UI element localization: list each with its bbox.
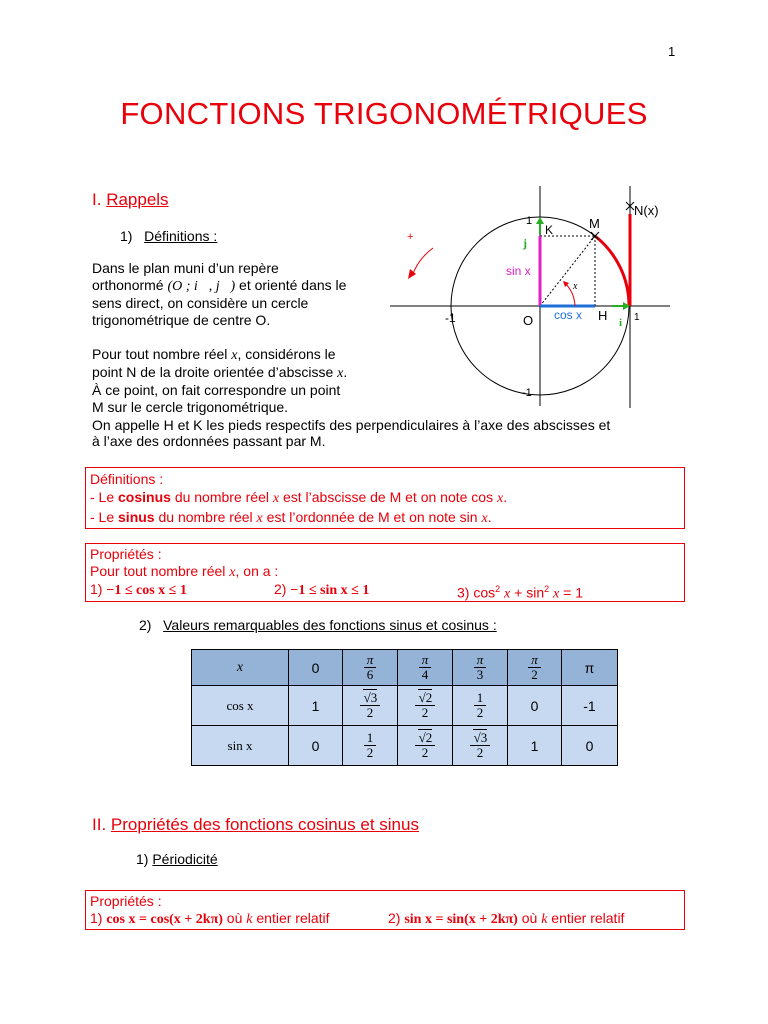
math-sin-bounds: −1 ≤ sin x ≤ 1 xyxy=(290,583,370,598)
math-x: x xyxy=(496,491,504,506)
fraction-denominator: 6 xyxy=(366,667,374,682)
math-x: x xyxy=(231,348,238,363)
table-cell: 0 xyxy=(289,726,343,766)
fraction-denominator: 2 xyxy=(476,745,484,760)
label-o: O xyxy=(523,313,534,328)
label-sin: sin x xyxy=(506,264,531,278)
properties-box-periodicity xyxy=(85,890,685,930)
math-x: x xyxy=(481,511,488,526)
text-fragment: . xyxy=(487,509,492,525)
subsection-periodicity-heading xyxy=(136,851,218,867)
subsection-title: Valeurs remarquables des fonctions sinus et cosinus : xyxy=(163,617,497,633)
text-fragment: du nombre réel xyxy=(158,509,253,525)
subsection-title: Périodicité xyxy=(152,851,218,867)
subsection-number: 1) xyxy=(120,228,133,244)
math-repere: (O ; i⃗, j⃗) xyxy=(167,279,236,294)
section-1-number: I. xyxy=(92,190,102,209)
text-fragment: . xyxy=(343,364,348,380)
fraction-numerator: √3 xyxy=(363,690,378,705)
text-fragment: est l’abscisse de M et on note cos xyxy=(282,489,494,505)
table-cell: 1 xyxy=(508,726,562,766)
paragraph-point-n xyxy=(92,346,392,416)
fraction-denominator: 2 xyxy=(531,667,538,682)
arc-x xyxy=(595,236,629,306)
definition-sinus xyxy=(90,508,680,528)
term-sinus: sinus xyxy=(118,509,155,525)
fraction-denominator: 2 xyxy=(366,745,374,760)
table-header-row xyxy=(192,650,618,686)
table-header-cell xyxy=(398,650,453,686)
label-cos: cos x xyxy=(554,308,583,322)
text-fragment: M sur le cercle trigonométrique. xyxy=(92,399,289,415)
section-2-number: II. xyxy=(92,815,107,834)
definitions-box-heading: Définitions : xyxy=(90,471,164,487)
text-fragment: , on a : xyxy=(235,563,279,579)
text-fragment: 3) cos xyxy=(457,584,496,601)
table-cell xyxy=(453,686,508,726)
label-m: M xyxy=(589,216,600,231)
math-x: x xyxy=(553,586,560,602)
text-fragment: où xyxy=(521,910,538,926)
subsection-title: Définitions : xyxy=(144,228,218,244)
math-sin-period: sin x = sin(x + 2kπ) xyxy=(404,912,518,927)
page-number: 1 xyxy=(668,44,676,59)
text-fragment: sens direct, on considère un cercle xyxy=(92,295,309,311)
label-j: j xyxy=(523,236,527,250)
fraction-denominator: 2 xyxy=(421,745,429,760)
text-fragment: , considérons le xyxy=(237,346,336,362)
property-1 xyxy=(90,581,187,599)
superscript: 2 xyxy=(495,584,501,594)
table-cell xyxy=(343,686,398,726)
math-x: x xyxy=(337,366,344,381)
fraction-denominator: 2 xyxy=(366,705,374,720)
section-2-heading xyxy=(92,815,419,835)
table-cell xyxy=(398,686,453,726)
table-row-sin xyxy=(192,726,618,766)
table-cell xyxy=(453,726,508,766)
text-fragment: Pour tout nombre réel xyxy=(92,346,228,362)
term-cosinus: cosinus xyxy=(118,489,171,505)
section-1-heading xyxy=(92,190,169,210)
definitions-box xyxy=(85,467,685,529)
fraction-denominator: 3 xyxy=(476,667,484,682)
rotation-arrow xyxy=(412,248,433,276)
section-1-title: Rappels xyxy=(106,190,169,209)
property-3 xyxy=(457,581,583,603)
table-cell: 1 xyxy=(289,686,343,726)
label-n: N(x) xyxy=(634,203,659,218)
text-fragment: - Le xyxy=(90,489,115,505)
math-cos-bounds: −1 ≤ cos x ≤ 1 xyxy=(106,583,187,598)
table-cell: 0 xyxy=(508,686,562,726)
periodicity-list xyxy=(90,910,680,928)
properties-intro xyxy=(90,563,680,581)
vector-j-head xyxy=(536,217,544,224)
table-cell: 0 xyxy=(562,726,618,766)
superscript: 2 xyxy=(544,584,550,594)
definition-cosinus xyxy=(90,488,680,508)
text-fragment: 2) xyxy=(388,910,401,926)
fraction-numerator: π xyxy=(364,653,377,668)
properties-box-heading: Propriétés : xyxy=(90,546,162,562)
table-header-cell: x xyxy=(192,650,289,686)
text-fragment: 2) xyxy=(274,581,287,597)
values-table xyxy=(191,649,618,766)
math-x: x xyxy=(272,491,280,506)
math-x: x xyxy=(229,565,236,580)
label-minus-one-x: -1 xyxy=(445,311,456,325)
fraction-denominator: 4 xyxy=(421,667,429,682)
table-header-cell xyxy=(508,650,562,686)
text-fragment: Pour tout nombre réel xyxy=(90,563,226,579)
table-header-cell xyxy=(343,650,398,686)
text-fragment: entier relatif xyxy=(551,910,625,926)
math-x: x xyxy=(256,511,263,526)
fraction-denominator: 2 xyxy=(421,705,429,720)
table-cell xyxy=(343,726,398,766)
table-cell xyxy=(398,726,453,766)
paragraph-repere xyxy=(92,260,392,329)
text-fragment: À ce point, on fait correspondre un point xyxy=(92,382,341,398)
text-fragment: où xyxy=(226,910,243,926)
text-fragment: + sin xyxy=(514,584,545,601)
subsection-definitions-heading xyxy=(120,228,217,244)
table-cell: -1 xyxy=(562,686,618,726)
page-title: FONCTIONS TRIGONOMÉTRIQUES xyxy=(120,96,648,131)
section-2-title: Propriétés des fonctions cosinus et sinus xyxy=(110,815,419,834)
math-k: k xyxy=(246,912,253,927)
text-fragment: - Le xyxy=(90,509,115,525)
text-fragment: et orienté dans le xyxy=(239,277,347,293)
table-row-cos xyxy=(192,686,618,726)
fraction-numerator: √3 xyxy=(473,730,488,745)
table-row-label: cos x xyxy=(192,686,289,726)
label-minus-one-y: -1 xyxy=(522,387,532,399)
subsection-number: 1) xyxy=(136,851,149,867)
text-fragment: = 1 xyxy=(563,584,583,601)
text-fragment: entier relatif xyxy=(256,910,330,926)
properties-box-heading: Propriétés : xyxy=(90,893,162,909)
properties-list xyxy=(90,581,680,602)
text-fragment: 1) xyxy=(90,581,103,597)
fraction-numerator: √2 xyxy=(418,690,433,705)
text-fragment: point N de la droite orientée d’abscisse xyxy=(92,364,334,380)
label-k: K xyxy=(545,223,554,237)
table-header-cell: π xyxy=(562,650,618,686)
text-fragment: On appelle H et K les pieds respectifs des perpendiculaires à l’axe des abscisses et xyxy=(92,417,611,433)
properties-box-bounds xyxy=(85,543,685,602)
text-fragment: trigonométrique de centre O. xyxy=(92,312,271,328)
text-fragment: . xyxy=(503,489,508,505)
fraction-numerator: 1 xyxy=(364,731,377,746)
periodicity-sin xyxy=(388,910,624,928)
periodicity-cos xyxy=(90,910,330,928)
fraction-denominator: 2 xyxy=(476,705,484,720)
text-fragment: Dans le plan muni d’un repère xyxy=(92,260,279,276)
label-i: i xyxy=(619,317,623,329)
subsection-number: 2) xyxy=(139,617,152,633)
label-plus: + xyxy=(407,231,414,243)
text-fragment: orthonormé xyxy=(92,277,164,293)
label-h: H xyxy=(598,308,608,323)
table-header-cell: 0 xyxy=(289,650,343,686)
trig-circle-diagram xyxy=(388,186,678,408)
math-cos-period: cos x = cos(x + 2kπ) xyxy=(106,912,223,927)
table-row-label: sin x xyxy=(192,726,289,766)
text-fragment: 1) xyxy=(90,910,103,926)
text-fragment: à l’axe des ordonnées passant par M. xyxy=(92,433,326,449)
property-2 xyxy=(274,581,369,599)
fraction-numerator: π xyxy=(419,653,432,668)
label-one-x: 1 xyxy=(634,312,640,323)
fraction-numerator: √2 xyxy=(418,730,433,745)
table-header-cell xyxy=(453,650,508,686)
text-fragment: est l’ordonnée de M et on note sin xyxy=(266,509,478,525)
fraction-numerator: π xyxy=(474,653,487,668)
label-angle-x: x xyxy=(573,281,578,292)
paragraph-h-k xyxy=(92,417,682,449)
subsection-values-heading xyxy=(139,617,497,633)
math-k: k xyxy=(541,912,548,927)
math-x: x xyxy=(504,586,511,602)
fraction-numerator: π xyxy=(528,653,541,668)
label-one-y: 1 xyxy=(526,215,533,227)
fraction-numerator: 1 xyxy=(474,691,487,706)
dashed-om xyxy=(540,236,595,306)
text-fragment: du nombre réel xyxy=(174,489,269,505)
